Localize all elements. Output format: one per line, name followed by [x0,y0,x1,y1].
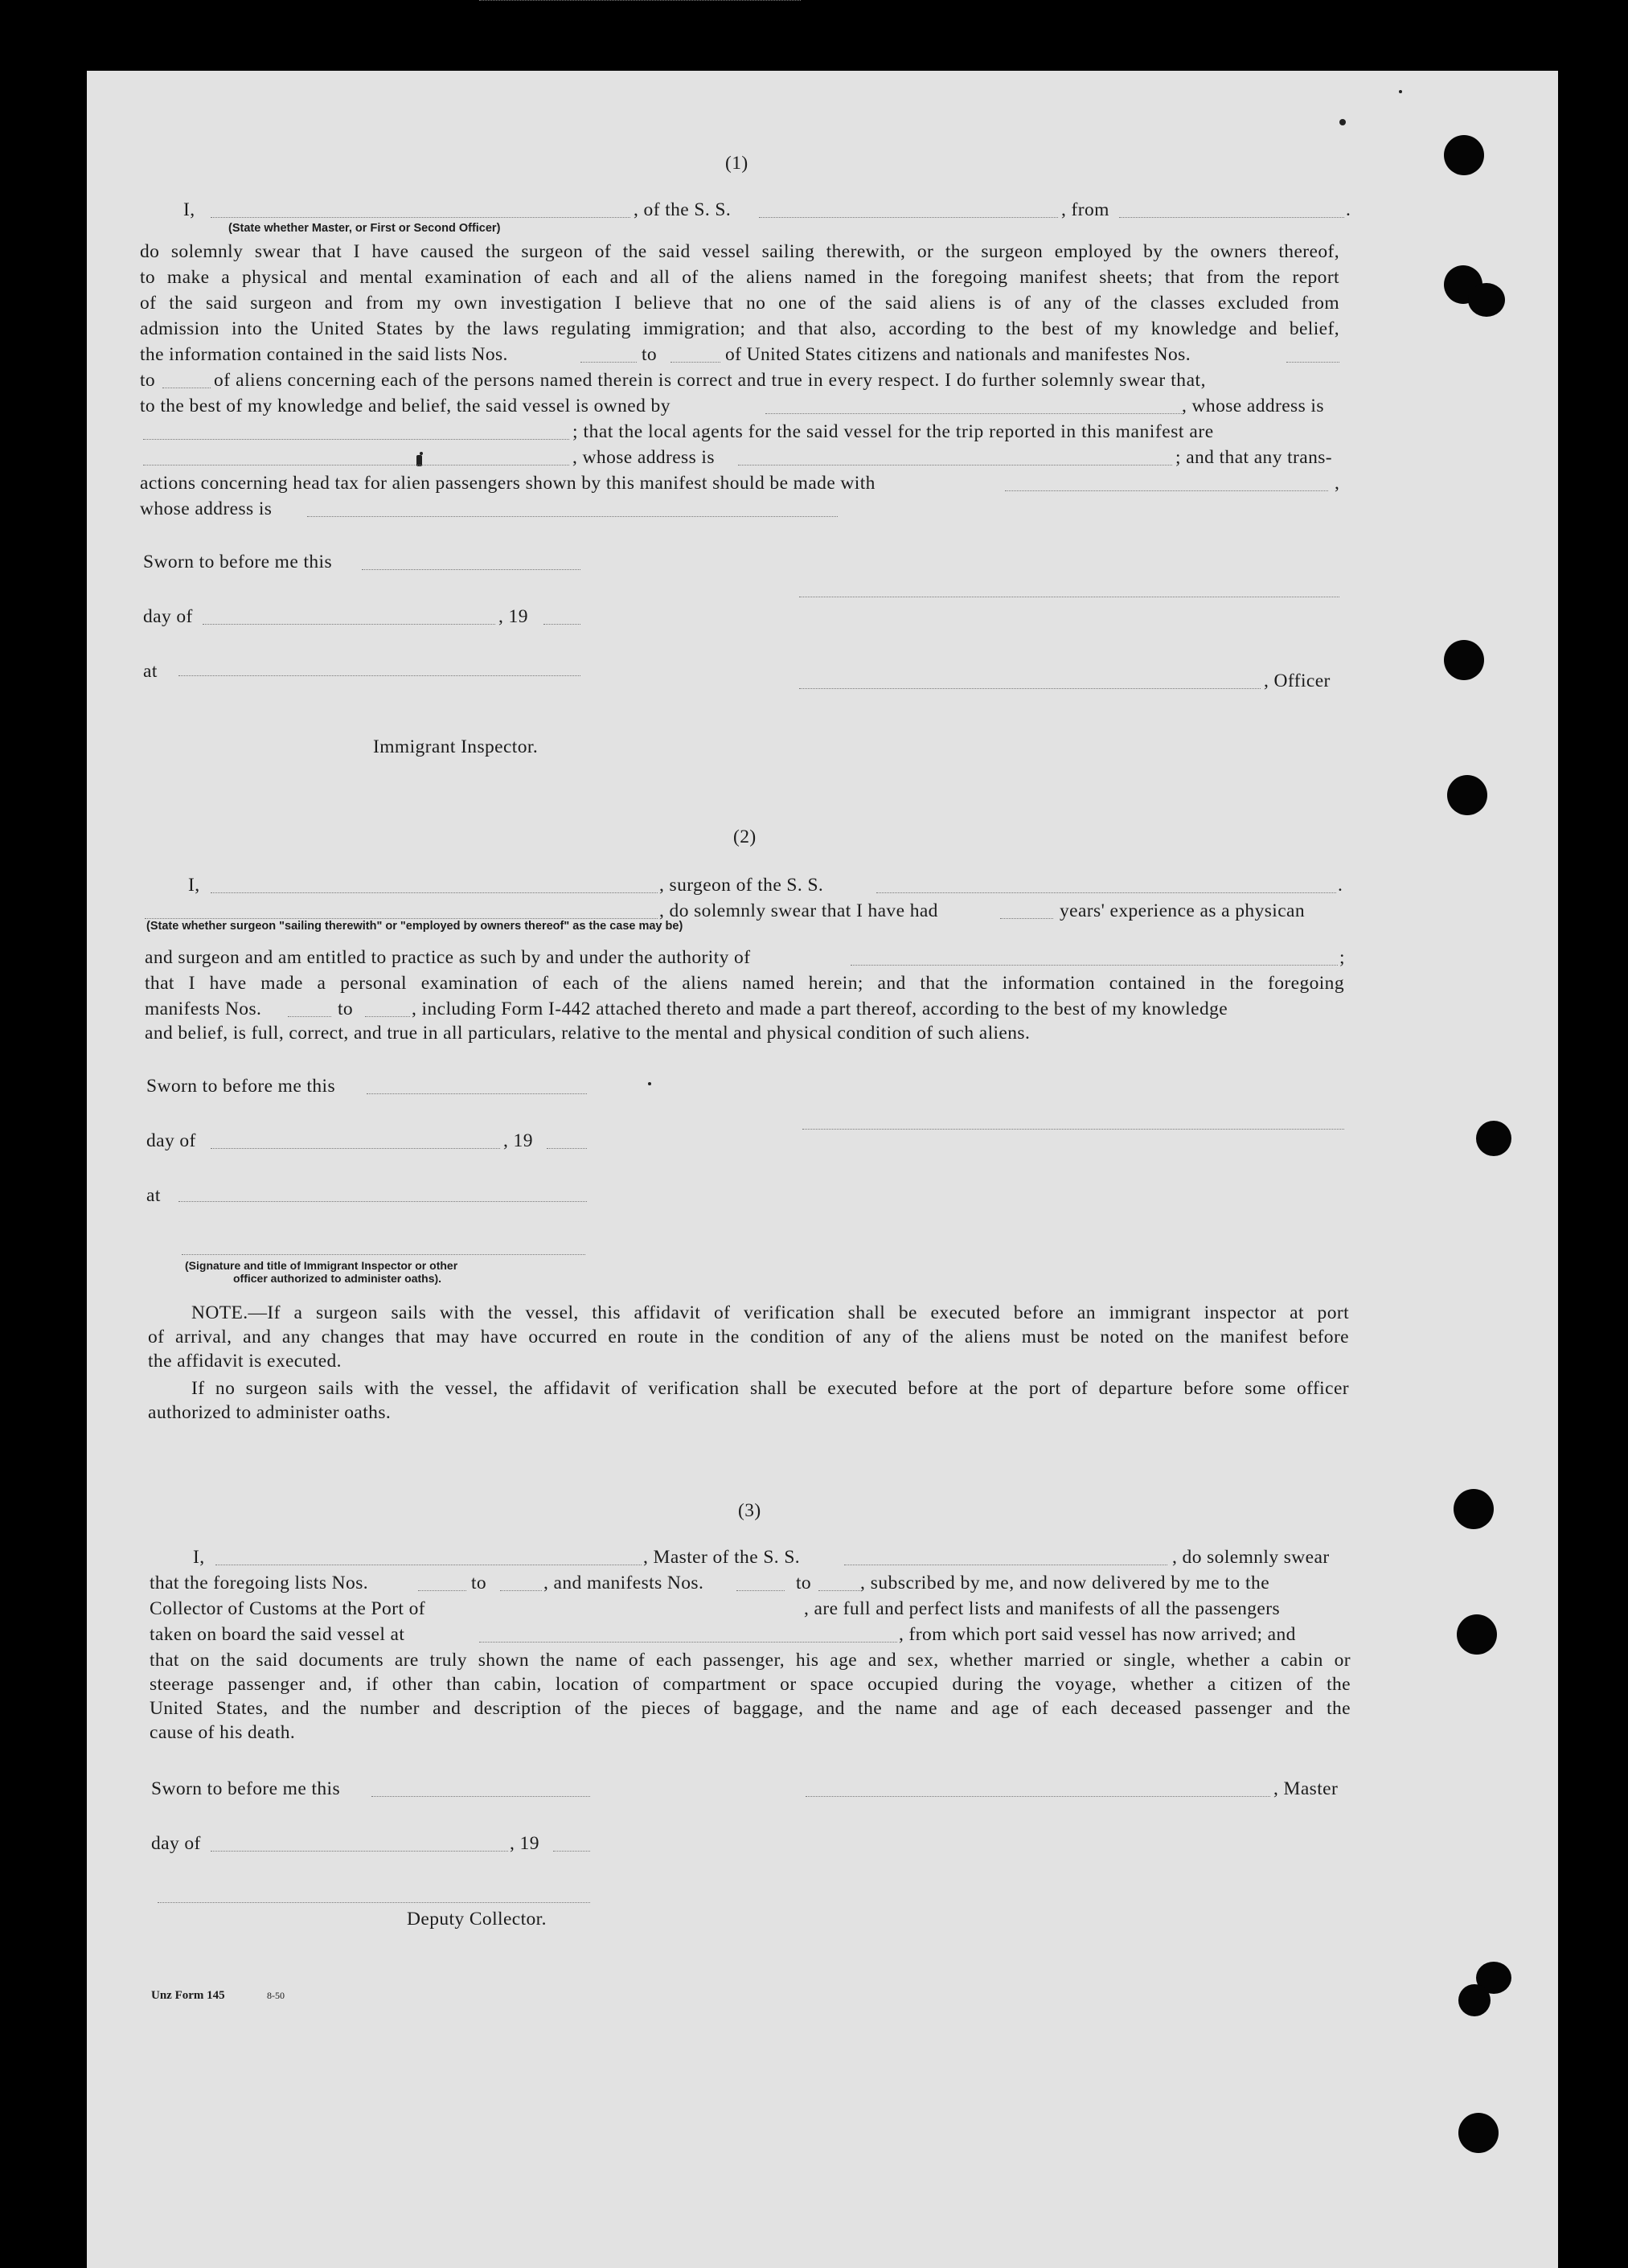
year-label: , 19 [498,606,528,627]
authority-field[interactable] [851,965,1338,966]
at-label: at [143,661,158,682]
subscribed-text: , subscribed by me, and now delivered by me to the [860,1573,1270,1593]
note-text-line: NOTE.—If a surgeon sails with the vessel, this affidavit of verification shall be executed before an immigrant inspector at port [191,1302,1349,1323]
head-tax-address-field[interactable] [307,516,838,517]
place-field[interactable] [178,675,580,676]
form-number: Unz Form 145 [151,1989,225,2002]
place-field[interactable] [178,1201,587,1202]
manifests-to-field[interactable] [365,1016,410,1017]
vessel-name-field[interactable] [876,892,1336,893]
ink-speck [648,1082,651,1085]
citizens-manifests-label: of United States citizens and nationals and manifestes Nos. [725,344,1191,365]
oath-text-line: to make a physical and mental examination of each and all of the aliens named in the foregoing manifest sheets; that from the report [140,267,1339,288]
officer-rank-note: (State whether Master, or First or Second Officer) [228,222,501,235]
lists-from-field[interactable] [580,362,637,363]
owner-address-field[interactable] [143,439,569,440]
oath-intro-i: I, [188,875,200,896]
lists-from-field[interactable] [418,1590,466,1591]
punch-hole [1476,1121,1511,1156]
lists-label: the information contained in the said lists Nos. [140,344,508,365]
at-label: at [146,1185,161,1206]
year-label: , 19 [503,1130,533,1151]
lists-to-field[interactable] [670,362,720,363]
oath-text-line: steerage passenger and, if other than cabin, location of compartment or space occupied during the voyage, whether a citizen of the [150,1674,1351,1695]
year-field[interactable] [547,1148,587,1149]
to-label: to [338,999,354,1019]
oath-text-line: do solemnly swear that I have caused the surgeon of the said vessel sailing therewith, or the surgeon employed by the owners thereof, [140,241,1339,262]
to-label: to [642,344,658,365]
certification-text-line: that I have made a personal examination of each of the aliens named herein; and that the information contained in the foregoing [145,973,1344,994]
officer-signature-field[interactable] [799,688,1261,689]
year-label: , 19 [510,1833,539,1854]
master-of-label: , Master of the S. S. [643,1547,801,1568]
head-tax-label: actions concerning head tax for alien passengers shown by this manifest should be made with [140,473,876,494]
punch-hole [1444,135,1484,175]
day-field[interactable] [211,1851,508,1852]
inspector-title: Immigrant Inspector. [373,736,539,757]
manifests-from-field[interactable] [1286,362,1339,363]
lists-label: that the foregoing lists Nos. [150,1573,369,1593]
surgeon-of-label: , surgeon of the S. S. [659,875,824,896]
oath-text-line: United States, and the number and description of the pieces of baggage, and the name and age of each deceased passenger and the [150,1698,1351,1719]
note-text-line: authorized to administer oaths. [148,1402,392,1423]
note-text-line: If no surgeon sails with the vessel, the affidavit of verification shall be executed before at the port of departure before some officer [191,1378,1349,1399]
from-label: , from [1061,199,1109,220]
year-field[interactable] [553,1851,590,1852]
surgeon-name-field[interactable] [211,892,658,893]
oath-text-line: admission into the United States by the laws regulating immigration; and that also, according to the best of my knowledge and belief, [140,318,1339,339]
sworn-label: Sworn to before me this [143,552,333,572]
section-number: (3) [738,1500,761,1521]
manifests-nos-label: manifests Nos. [145,999,262,1019]
lists-to-field[interactable] [500,1590,542,1591]
local-agents-label: ; that the local agents for the said vessel for the trip reported in this manifest are [572,421,1214,442]
port-field[interactable] [479,0,801,1]
years-experience-label: years' experience as a physican [1060,900,1306,921]
oath-text-line: that on the said documents are truly shown the name of each passenger, his age and sex, whether married or single, whether a cabin or [150,1650,1351,1671]
ink-speck [1339,119,1346,125]
owned-by-label: to the best of my knowledge and belief, the said vessel is owned by [140,396,670,416]
trans-label: ; and that any trans- [1175,447,1333,468]
certification-text-line: and belief, is full, correct, and true in all particulars, relative to the mental and physical condition of such aliens. [145,1023,1031,1044]
lists-manifests-text: , are full and perfect lists and manifests of all the passengers [804,1598,1281,1619]
deputy-signature-field[interactable] [158,1902,590,1903]
year-field[interactable] [543,624,580,625]
line-end: . [1346,199,1351,220]
sworn-label: Sworn to before me this [151,1778,341,1799]
oath-intro-i: I, [193,1547,205,1568]
manifests-to-field[interactable] [818,1590,860,1591]
section-number: (1) [725,153,748,174]
vessel-name-field[interactable] [759,217,1058,218]
punch-hole [1447,775,1487,815]
agents-address-label: , whose address is [572,447,715,468]
of-the-ss-label: , of the S. S. [634,199,732,220]
day-of-label: day of [151,1833,201,1854]
punch-hole [1444,640,1484,680]
day-of-label: day of [143,606,193,627]
signature-note: officer authorized to administer oaths). [233,1272,442,1285]
signature-line[interactable] [802,1129,1344,1130]
note-text-line: of arrival, and any changes that may have occurred en route in the condition of any of the aliens must be noted on the manifest before [148,1327,1349,1347]
punch-hole [1458,1984,1491,2016]
solemnly-swear-label: , do solemnly swear that I have had [659,900,938,921]
day-field[interactable] [203,624,495,625]
master-signature-field[interactable] [806,1796,1270,1797]
form-date: 8-50 [267,1990,285,2001]
aliens-text: of aliens concerning each of the persons named therein is correct and true in every respect. I do further solemnly swear that, [214,370,1207,391]
ink-speck [1399,90,1402,93]
solemnly-swear-label: , do solemnly swear [1172,1547,1330,1568]
officer-label: , Officer [1264,671,1331,691]
head-tax-field[interactable] [1005,490,1328,491]
to-label: to [796,1573,812,1593]
master-label: , Master [1273,1778,1339,1799]
oath-intro-i: I, [183,199,195,220]
whose-address-label: whose address is [140,498,273,519]
taken-on-board-label: taken on board the said vessel at [150,1624,405,1645]
surgeon-status-field[interactable] [145,918,658,919]
years-field[interactable] [1000,918,1053,919]
section-number: (2) [733,826,757,847]
line-end: , [1335,473,1340,494]
line-end: ; [1339,947,1345,968]
owner-field[interactable] [765,413,1183,414]
departure-port-field[interactable] [1119,217,1344,218]
sworn-field[interactable] [362,569,580,570]
form-i442-text: , including Form I-442 attached thereto and made a part thereof, according to the best of my knowledge [412,999,1228,1019]
to-label: to [140,370,156,391]
note-text-line: the affidavit is executed. [148,1351,342,1372]
collector-label: Collector of Customs at the Port of [150,1598,425,1619]
day-field[interactable] [211,1148,500,1149]
oath-text-line: of the said surgeon and from my own investigation I believe that no one of the said aliens is of any of the classes excluded from [140,293,1339,314]
authority-label: and surgeon and am entitled to practice as such by and under the authority of [145,947,751,968]
punch-hole [1468,283,1505,317]
officer-rank-field[interactable] [211,217,630,218]
arrived-text: , from which port said vessel has now arrived; and [899,1624,1296,1645]
deputy-collector-title: Deputy Collector. [407,1909,547,1930]
oath-text-line: cause of his death. [150,1722,296,1743]
punch-hole [1457,1614,1497,1655]
sworn-field[interactable] [371,1796,590,1797]
manifests-nos-label: , and manifests Nos. [543,1573,704,1593]
manifests-from-field[interactable] [288,1016,331,1017]
to-label: to [471,1573,487,1593]
punch-hole [1458,2113,1499,2153]
sworn-field[interactable] [367,1093,587,1094]
surgeon-status-note: (State whether surgeon "sailing therewith" or "employed by owners thereof" as the case may be) [146,920,683,933]
line-end: . [1338,875,1343,896]
embarkation-port-field[interactable] [479,1642,897,1643]
inspector-signature-field[interactable] [182,1254,585,1255]
day-of-label: day of [146,1130,196,1151]
manifests-from-field[interactable] [736,1590,785,1591]
sworn-label: Sworn to before me this [146,1076,336,1097]
punch-hole [1454,1489,1494,1529]
whose-address-label: , whose address is [1182,396,1324,416]
signature-note: (Signature and title of Immigrant Inspector or other [185,1259,458,1272]
